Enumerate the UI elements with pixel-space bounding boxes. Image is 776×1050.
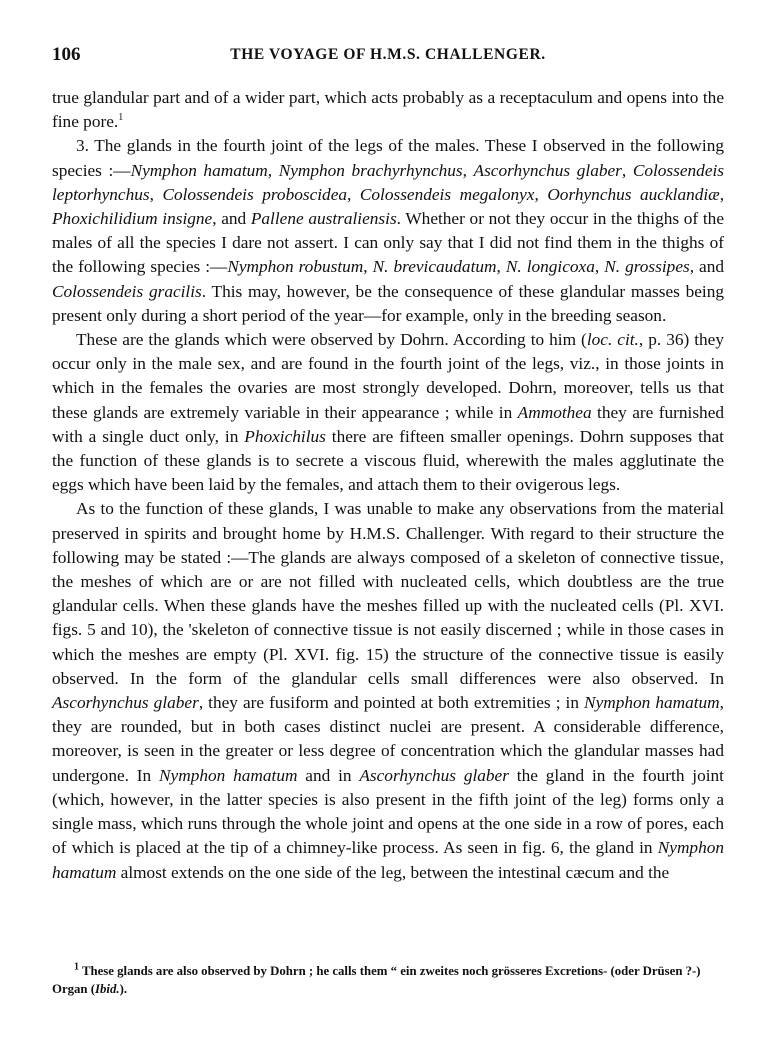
footnote-text — [52, 962, 724, 998]
species-name: Phoxichilidium insigne — [52, 209, 213, 229]
species-name: Ascorhynchus glaber — [473, 160, 622, 180]
text: , and — [689, 257, 725, 277]
text: and in — [297, 765, 360, 785]
species-name: Nymphon hamatum — [584, 693, 720, 713]
text: , — [594, 257, 605, 277]
paragraph-2 — [52, 134, 724, 328]
text: , p. 36) they occur only in the male sex, and are found in the fourth joint of the legs, viz., in those joints in which in the females the ovaries are most strongly developed. Dohrn, moreover, tells us that these glands are extremely variable in their appearance ; while in — [52, 330, 724, 422]
species-name: Colossendeis gracilis — [52, 281, 202, 301]
text: , — [534, 184, 548, 204]
species-name: Colossendeis leptorhynchus — [52, 160, 725, 204]
text: , — [149, 184, 163, 204]
text: the gland in the fourth joint (which, however, in the latter species is also present in the fifth joint of the leg) forms only a single mass, which runs through the whole joint and opens at the one side in a row of pores, each of which is placed at the tip of a chimney-like process. As seen in fig. 6, the gland in — [52, 765, 724, 858]
text: , — [719, 184, 725, 204]
species-name: Colossendeis proboscidea — [162, 184, 348, 204]
footnote — [52, 962, 724, 998]
species-name: N. longicoxa — [505, 257, 595, 277]
text: . This may, however, be the consequence of these glandular masses being present only during a short period of the year—for example, only in the breeding season. — [52, 281, 724, 325]
species-name: Nymphon hamatum — [52, 838, 724, 882]
text: . Whether or not they occur in the thighs of the males of all the species I dare not assert. I can only say that I did not find them in the thighs of the following species :— — [52, 209, 724, 277]
paragraph-1 — [52, 86, 724, 134]
species-name: Ascorhynchus glaber — [52, 693, 199, 713]
text: , — [363, 257, 373, 277]
text: they are furnished with a single duct only, in — [52, 402, 725, 446]
text: As to the function of these glands, I was unable to make any observations from the material preserved in spirits and brought home by H.M.S. Challenger. With regard to their structure the following may be stated :—The glands are always composed of a skeleton of connective tissue, the meshes of which are or are not filled with nucleated cells, which doubtless are the true glandular cells. When these glands have the meshes filled up with the nucleated cells (Pl. XVI. figs. 5 and 10), the 'skeleton of connective tissue is not easily discerned ; while in those cases in which the meshes are empty (Pl. XVI. fig. 15) the structure of the connective tissue is easily observed. In the form of the glandular cells small differences were also observed. In — [52, 499, 724, 688]
text: 3. The glands in the fourth joint of the legs of the males. These I observed in the following species :— — [52, 136, 724, 180]
citation: loc. cit. — [586, 330, 639, 350]
citation: Ibid. — [95, 982, 120, 996]
text: , — [462, 160, 474, 180]
page-number: 106 — [52, 44, 81, 65]
text: , and — [212, 209, 251, 229]
species-name: N. brevicaudatum — [372, 257, 497, 277]
body-text — [52, 86, 724, 885]
species-name: Nymphon robustum — [227, 257, 364, 277]
text: These are the glands which were observed by Dohrn. According to him ( — [76, 330, 587, 350]
species-name: Nymphon hamatum — [130, 160, 268, 180]
text: , — [267, 160, 279, 180]
species-name: Ascorhynchus glaber — [359, 765, 509, 785]
text: almost extends on the one side of the leg, between the intestinal cæcum and the — [116, 862, 670, 882]
running-title: THE VOYAGE OF H.M.S. CHALLENGER. — [230, 46, 546, 63]
text: there are fifteen smaller openings. Dohrn supposes that the function of these glands is to secrete a viscous fluid, wherewith the males agglutinate the eggs which have been laid by the females, and attach them to their ovigerous legs. — [52, 426, 724, 495]
text: These glands are also observed by Dohrn ; he calls them “ ein zweites noch grösseres Excretions- (oder Drüsen ?-) Organ ( — [52, 964, 701, 996]
text: , they are fusiform and pointed at both extremities ; in — [198, 693, 585, 713]
text: , — [621, 160, 633, 180]
text: , — [496, 257, 506, 277]
species-name: Pallene australiensis — [250, 209, 397, 229]
text: , — [347, 184, 360, 204]
paragraph-4 — [52, 497, 724, 884]
species-name: Nymphon brachyrhynchus — [278, 160, 463, 180]
footnote-marker: 1 — [74, 961, 79, 973]
text: , they are rounded, but in both cases distinct nuclei are present. A considerable difference, moreover, is seen in the greater or less degree of concentration which the glandular masses had undergone. In — [52, 693, 724, 785]
genus-name: Ammothea — [517, 402, 592, 422]
page-header — [52, 44, 724, 68]
paragraph-3 — [52, 328, 724, 497]
species-name: Colossendeis megalonyx — [359, 184, 535, 204]
text: ). — [119, 982, 128, 996]
species-name: N. grossipes — [604, 257, 690, 277]
text: true glandular part and of a wider part, which acts probably as a receptaculum and opens into the fine pore. — [52, 88, 724, 132]
species-name: Nymphon hamatum — [159, 765, 298, 785]
genus-name: Phoxichilus — [244, 426, 326, 446]
footnote-reference: 1 — [118, 112, 124, 124]
species-name: Oorhynchus aucklandiæ — [547, 184, 720, 204]
